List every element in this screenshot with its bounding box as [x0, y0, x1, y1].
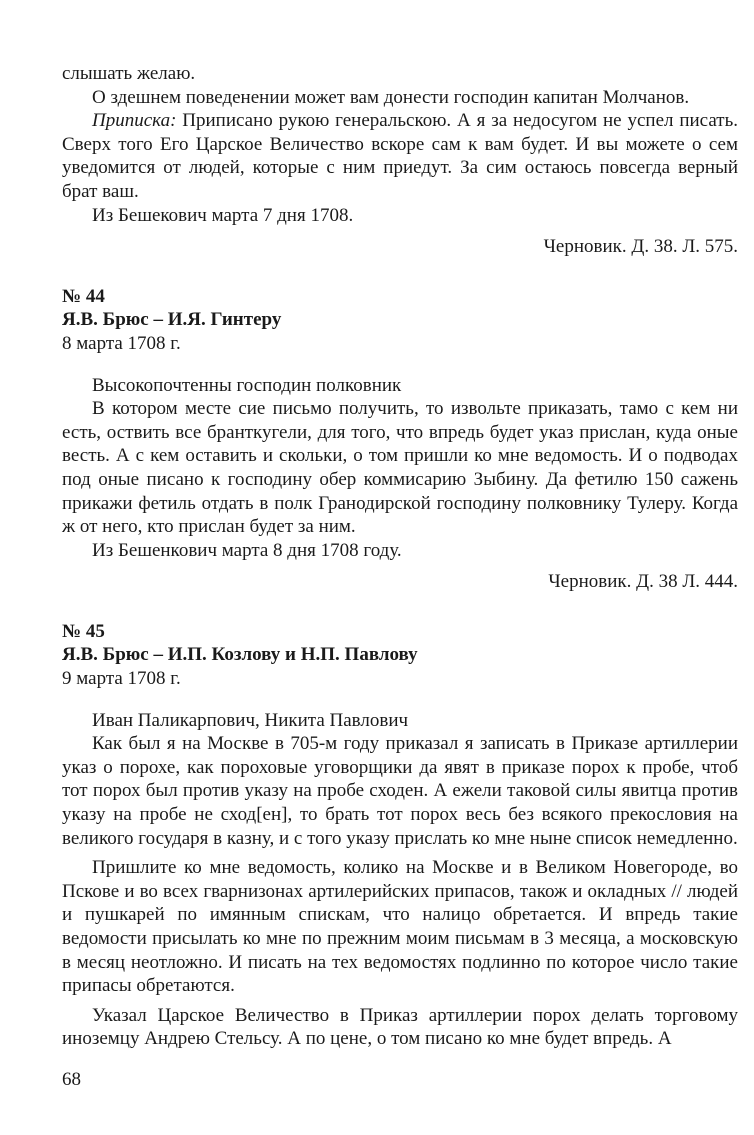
doc45-para1: Как был я на Москве в 705-м году приказал я записать в Приказе артиллерии указ о порохе, как пороховые уговорщики да явят в приказе порох к пробе, чтоб тот порох был против указу на пробе сходен. А ежели таковой силы явитца против указу на пробе не сход[ен], то брать тот порох весь без всякого прекословия на великого государя в казну, и с того указу прислать ко мне ныне список немедленно. [62, 733, 738, 849]
intro-source: Черновик. Д. 38. Л. 575. [543, 236, 738, 258]
doc44-salutation: Высокопочтенны господин полковник [92, 374, 402, 396]
intro-postscript [62, 109, 738, 203]
doc44-source: Черновик. Д. 38 Л. 444. [548, 571, 738, 593]
intro-closing: Из Бешекович марта 7 дня 1708. [92, 204, 354, 226]
doc44-closing: Из Бешенкович марта 8 дня 1708 году. [92, 539, 402, 561]
doc44-title: Я.В. Брюс – И.Я. Гинтеру [62, 309, 282, 331]
doc44-date: 8 марта 1708 г. [62, 332, 181, 354]
doc45-number: № 45 [62, 620, 105, 642]
doc45-salutation: Иван Паликарпович, Никита Павлович [92, 709, 409, 731]
postscript-label: Приписка: [92, 110, 177, 132]
postscript-text: Приписано рукою генеральскою. А я за недосугом не успел писать. Сверх того Его Царское Величество вскоре сам к вам будет. И вы можете о сем уведомится от людей, которые с ним приедут. За сим остаюсь повсегда верный брат ваш. [62, 110, 738, 202]
document-page [62, 62, 738, 1051]
doc45-para3: Указал Царское Величество в Приказ артиллерии порох делать торговому иноземцу Андрею Стельсу. А по цене, о том писано ко мне будет впредь. А [62, 1004, 738, 1050]
doc45-title: Я.В. Брюс – И.П. Козлову и Н.П. Павлову [62, 644, 418, 666]
intro-line1: слышать желаю. [62, 63, 196, 84]
intro-line2: О здешнем поведенении может вам донести господин капитан Молчанов. [92, 86, 690, 108]
page-number: 68 [62, 1069, 81, 1090]
doc44-number: № 44 [62, 285, 105, 307]
doc45-para2: Пришлите ко мне ведомость, колико на Москве и в Великом Новегороде, во Пскове и во всех гварнизонах артилерийских припасов, також и окладных // людей и пушкарей по имянным спискам, что налицо обретается. И впредь такие ведомости присылать ко мне по прежним моим письмам в 3 месяца, а московскую в месяц неотложно. И писать на тех ведомостях подлинно по которое число такие припасы обретаются. [62, 857, 738, 997]
doc44-body: В котором месте сие письмо получить, то извольте приказать, тамо с кем ни есть, оствить все бранткугели, для того, что впредь будет указ прислан, куда оные весть. А с кем оставить и скольки, о том пришли ко мне ведомость. И о подводах под оные писано к господину обер коммисарию Зыбину. Да фетилю 150 сажень прикажи фетиль отдать в полк Гранодирской господину полковнику Тулеру. Когда ж от него, кто прислан будет за ним. [62, 398, 738, 538]
doc45-date: 9 марта 1708 г. [62, 668, 181, 690]
